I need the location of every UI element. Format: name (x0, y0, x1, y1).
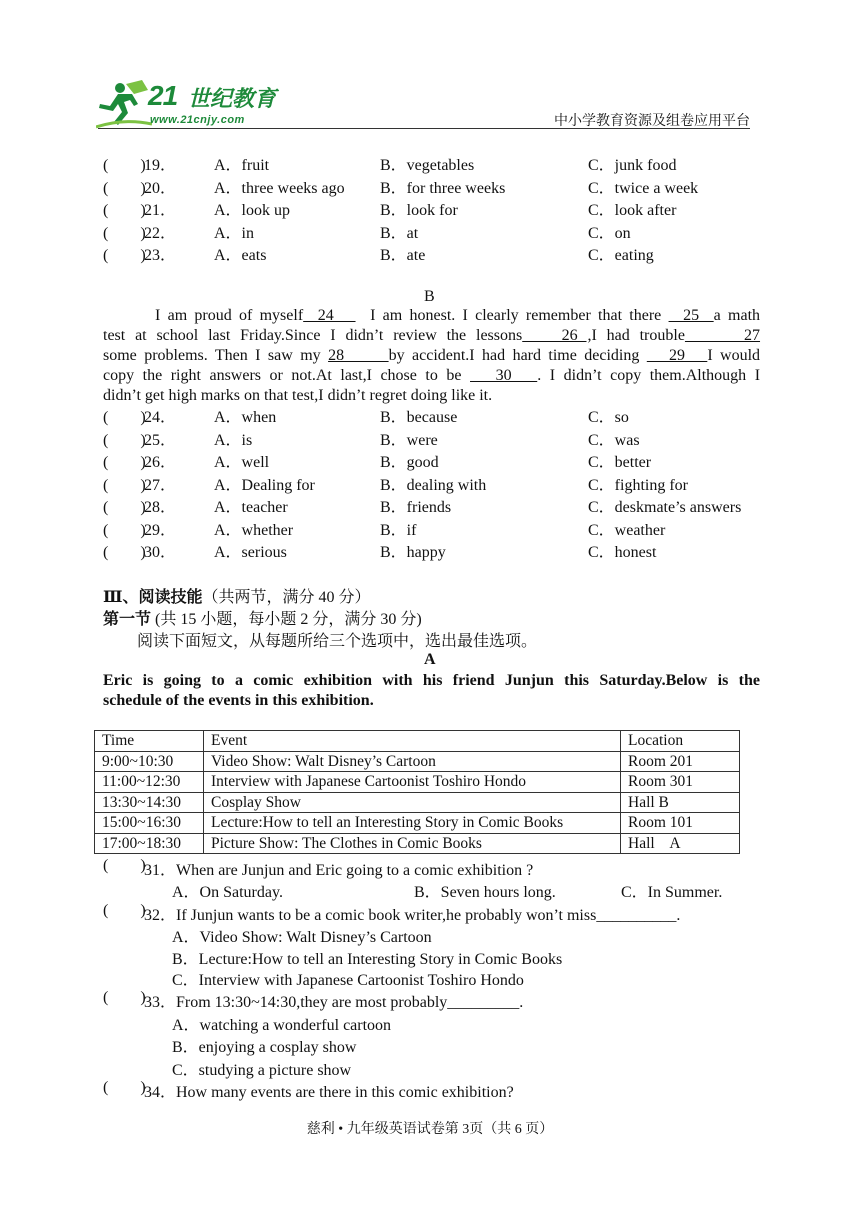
cell: 11:00~12:30 (95, 772, 204, 793)
answer-paren[interactable]: ( ) (103, 179, 146, 197)
logo-text: 世纪教育 (188, 87, 277, 112)
question-number: 19． (144, 157, 177, 174)
passage-line (103, 306, 760, 326)
passage-text: by accident.I had hard time deciding (388, 347, 647, 364)
option-c: C．was (588, 431, 640, 449)
question-number: 30． (144, 544, 177, 561)
passage-text: I would (707, 347, 761, 364)
option-b: B．vegetables (380, 157, 475, 174)
answer-paren-34[interactable]: ( ) (103, 1079, 146, 1096)
table-row (95, 833, 740, 854)
option-c: C．on (588, 224, 631, 242)
question-number: 21． (144, 202, 177, 219)
answer-paren[interactable]: ( ) (103, 247, 146, 264)
header-location: Location (621, 731, 740, 752)
schedule-table (94, 730, 740, 854)
cell: 17:00~18:30 (95, 833, 204, 854)
answer-paren[interactable]: ( ) (103, 476, 146, 494)
passage-line (103, 346, 760, 366)
option-c: C．eating (588, 247, 654, 264)
table-header-row (95, 731, 740, 752)
option-31-a: A．On Saturday. (172, 884, 283, 901)
logo-url: www.21cnjy.com (150, 114, 245, 126)
option-b: B．ate (380, 247, 426, 264)
option-b: B．because (380, 409, 458, 426)
answer-paren[interactable]: ( ) (103, 544, 146, 561)
option-b: B．were (380, 431, 438, 449)
cell: Room 201 (621, 751, 740, 772)
option-32-a: A．Video Show: Walt Disney’s Cartoon (172, 929, 432, 946)
answer-paren[interactable]: ( ) (103, 499, 146, 516)
question-number: 29． (144, 521, 177, 539)
option-b: B．for three weeks (380, 179, 506, 197)
blank-24: 24 (303, 307, 356, 324)
header-event: Event (204, 731, 621, 752)
intro-line: schedule of the events in this exhibition. (103, 692, 374, 709)
page-footer: 慈利 • 九年级英语试卷第 3页（共 6 页） (306, 1122, 554, 1137)
answer-paren[interactable]: ( ) (103, 409, 146, 426)
blank-28: 28 (328, 347, 389, 364)
header-time: Time (95, 731, 204, 752)
blank-27: 27 (684, 327, 761, 344)
option-a: A．serious (214, 544, 287, 561)
option-c: C．better (588, 454, 652, 471)
section-1-heading (103, 606, 422, 629)
answer-paren-32[interactable]: ( ) (103, 902, 146, 919)
option-a: A．eats (214, 247, 267, 264)
logo-number: 21 (148, 80, 178, 111)
option-a: A．fruit (214, 157, 270, 174)
section-1-title: 第一节 (103, 611, 152, 628)
question-row (103, 475, 763, 497)
cell: Picture Show: The Clothes in Comic Books (204, 833, 621, 854)
question-row (103, 452, 763, 474)
question-row (103, 497, 763, 519)
table-row (95, 772, 740, 793)
answer-paren[interactable]: ( ) (103, 431, 146, 449)
option-b: B．look for (380, 202, 458, 219)
question-row (103, 245, 763, 267)
answer-paren[interactable]: ( ) (103, 157, 146, 174)
blank-29: 29 (646, 347, 708, 364)
table-row (95, 751, 740, 772)
option-b: B．good (380, 454, 439, 471)
option-b: B．if (380, 521, 417, 539)
question-33-stem: 33．From 13:30~14:30,they are most probably_________. (144, 994, 524, 1011)
option-31-c: C．In Summer. (621, 884, 723, 901)
cell: 15:00~16:30 (95, 813, 204, 834)
passage-a-title: A (424, 651, 436, 668)
part-3-score: （共两节，满分 40 分） (202, 589, 371, 606)
option-a: A．whether (214, 521, 294, 539)
question-row (103, 520, 763, 542)
platform-caption: 中小学教育资源及组卷应用平台 (554, 114, 750, 129)
option-b: B．friends (380, 499, 452, 516)
answer-paren[interactable]: ( ) (103, 202, 146, 219)
option-a: A．well (214, 454, 270, 471)
intro-line: Eric is going to a comic exhibition with his friend Junjun this Saturday.Below is the (103, 672, 760, 689)
cloze-passage-b (103, 306, 760, 406)
option-33-a: A．watching a wonderful cartoon (172, 1017, 392, 1034)
cell: Video Show: Walt Disney’s Cartoon (204, 751, 621, 772)
question-number: 27． (144, 476, 177, 494)
question-row (103, 178, 763, 200)
cell: Hall A (621, 833, 740, 854)
option-c: C．junk food (588, 157, 677, 174)
question-number: 22． (144, 224, 177, 242)
part-3-heading (103, 584, 371, 607)
header-divider (98, 128, 750, 129)
passage-text: test at school last Friday.Since I didn’t review the lessons (103, 327, 523, 344)
blank-30: 30 (470, 367, 538, 384)
cell: 9:00~10:30 (95, 751, 204, 772)
cell: Interview with Japanese Cartoonist Toshiro Hondo (204, 772, 621, 793)
cell: Room 301 (621, 772, 740, 793)
option-a: A．teacher (214, 499, 288, 516)
question-row (103, 407, 763, 429)
question-row (103, 155, 763, 177)
option-c: C．fighting for (588, 476, 688, 494)
question-number: 24． (144, 409, 177, 426)
blank-25: 25 (668, 307, 714, 324)
section-1-score: (共 15 小题，每小题 2 分，满分 30 分) (151, 611, 422, 628)
option-c: C．twice a week (588, 179, 699, 197)
question-number: 25． (144, 431, 177, 449)
option-a: A．look up (214, 202, 291, 219)
option-33-c: C．studying a picture show (172, 1062, 352, 1079)
passage-text: I am proud of myself (155, 307, 304, 324)
answer-paren-33[interactable]: ( ) (103, 989, 146, 1006)
question-number: 26． (144, 454, 177, 471)
option-b: B．at (380, 224, 419, 242)
table-row (95, 813, 740, 834)
question-row (103, 430, 763, 452)
question-32-stem: 32．If Junjun wants to be a comic book writer,he probably won’t miss__________. (144, 907, 681, 924)
option-c: C．so (588, 409, 629, 426)
question-number: 23． (144, 247, 177, 264)
option-c: C．honest (588, 544, 657, 561)
answer-paren-31[interactable]: ( ) (103, 857, 146, 874)
logo (96, 80, 296, 130)
option-b: B．dealing with (380, 476, 487, 494)
question-row (103, 223, 763, 245)
question-row (103, 200, 763, 222)
option-33-b: B．enjoying a cosplay show (172, 1039, 357, 1056)
cell: Hall B (621, 792, 740, 813)
answer-paren[interactable]: ( ) (103, 454, 146, 471)
passage-text: copy the right answers or not.At last,I chose to be (103, 367, 471, 384)
option-c: C．look after (588, 202, 677, 219)
question-31-stem: 31．When are Junjun and Eric going to a comic exhibition ? (144, 862, 534, 879)
option-32-b: B．Lecture:How to tell an Interesting Story in Comic Books (172, 951, 563, 968)
option-c: C．deskmate’s answers (588, 499, 742, 516)
cell: 13:30~14:30 (95, 792, 204, 813)
answer-paren[interactable]: ( ) (103, 224, 146, 242)
option-a: A．is (214, 431, 253, 449)
passage-text: I had trouble (591, 327, 685, 344)
question-number: 28． (144, 499, 177, 516)
option-a: A．three weeks ago (214, 179, 345, 197)
question-34-stem: 34．How many events are there in this comic exhibition? (144, 1084, 514, 1101)
section-b-title: B (424, 288, 435, 305)
passage-line (103, 326, 760, 346)
instruction: 阅读下面短文，从每题所给三个选项中，选出最佳选项。 (137, 633, 538, 650)
option-31-b: B．Seven hours long. (414, 884, 556, 901)
option-c: C．weather (588, 521, 666, 539)
passage-line: didn’t get high marks on that test,I didn’t regret doing like it. (103, 387, 493, 404)
cell: Lecture:How to tell an Interesting Story in Comic Books (204, 813, 621, 834)
option-a: A．Dealing for (214, 476, 315, 494)
passage-line (103, 366, 760, 386)
option-a: A．in (214, 224, 255, 242)
passage-a-intro (103, 671, 760, 711)
option-32-c: C．Interview with Japanese Cartoonist Toshiro Hondo (172, 972, 524, 989)
passage-text: I am honest. I clearly remember that there (355, 307, 669, 324)
question-row (103, 542, 763, 564)
table-row (95, 792, 740, 813)
option-b: B．happy (380, 544, 446, 561)
blank-26: 26 , (522, 327, 592, 344)
passage-text: some problems. Then I saw my (103, 347, 329, 364)
passage-text: . I didn’t copy them.Although I (537, 367, 761, 384)
passage-text: a math (713, 307, 761, 324)
cell: Cosplay Show (204, 792, 621, 813)
question-number: 20． (144, 179, 177, 197)
answer-paren[interactable]: ( ) (103, 521, 146, 539)
option-a: A．when (214, 409, 277, 426)
part-3-title: Ⅲ、阅读技能 (103, 589, 203, 606)
cell: Room 101 (621, 813, 740, 834)
runner-icon (96, 80, 152, 130)
